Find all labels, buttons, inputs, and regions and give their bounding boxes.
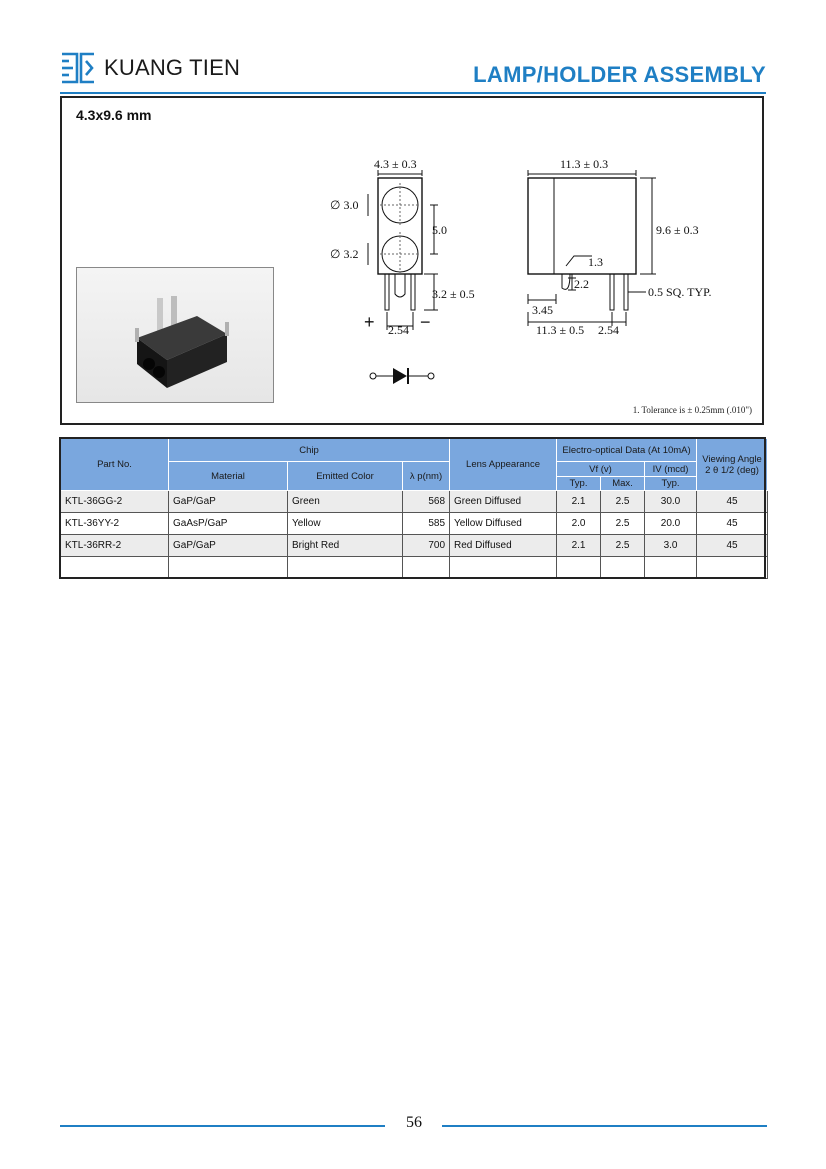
cell-color: Bright Red: [288, 535, 403, 557]
table-row: [61, 535, 768, 557]
footer-rule-right: [442, 1125, 767, 1127]
cell-vf-max: 2.5: [601, 491, 645, 513]
cell-angle: 45: [697, 491, 768, 513]
cell-vf-typ: 2.0: [557, 513, 601, 535]
document-title: LAMP/HOLDER ASSEMBLY: [473, 62, 766, 87]
dim-pitch-label: 2.54: [388, 323, 409, 337]
cell-wavelength: 568: [403, 491, 450, 513]
cell-wavelength: 700: [403, 535, 450, 557]
cell-lens: Yellow Diffused: [450, 513, 557, 535]
cell-vf-max: 2.5: [601, 535, 645, 557]
table-row: [61, 491, 768, 513]
cell-lens: Red Diffused: [450, 535, 557, 557]
cell-part: KTL-36RR-2: [61, 535, 169, 557]
dim-bottom-label: 11.3 ± 0.5: [536, 323, 585, 337]
cell-material: GaP/GaP: [169, 535, 288, 557]
cell-color: Yellow: [288, 513, 403, 535]
dim-d2-label: 2.2: [574, 277, 589, 291]
col-wavelength: λ p(nm): [403, 462, 450, 491]
diode-symbol-icon: [393, 368, 409, 384]
cell-iv-typ: 30.0: [645, 491, 697, 513]
col-material: Material: [169, 462, 288, 491]
brand-name: KUANG TIEN: [104, 55, 241, 80]
cell-part: KTL-36YY-2: [61, 513, 169, 535]
cell-angle: 45: [697, 513, 768, 535]
dim-length-label: 11.3 ± 0.3: [560, 157, 609, 171]
polarity-plus: +: [364, 312, 375, 332]
cell-vf-typ: 2.1: [557, 535, 601, 557]
header-rule: [60, 92, 766, 94]
tolerance-note: 1. Tolerance is ± 0.25mm (.010"): [632, 405, 752, 415]
table-row-empty: [61, 557, 768, 579]
dim-spacing-label: 5.0: [432, 223, 447, 237]
spec-table: [60, 438, 768, 579]
col-vf-typ: Typ.: [557, 477, 601, 491]
cell-vf-max: 2.5: [601, 513, 645, 535]
dim-dia2-label: ∅ 3.2: [330, 247, 359, 261]
dim-height-label: 9.6 ± 0.3: [656, 223, 699, 237]
dim-d3-label: 3.45: [532, 303, 553, 317]
footer-rule-left: [60, 1125, 385, 1127]
page-number: 56: [406, 1114, 422, 1131]
col-lens: Lens Appearance: [450, 439, 557, 491]
brand: [60, 48, 240, 88]
col-viewing-angle: Viewing Angle 2 θ 1/2 (deg): [697, 439, 768, 491]
dim-sq-label: 0.5 SQ. TYP.: [648, 285, 712, 299]
dim-side-pitch-label: 2.54: [598, 323, 619, 337]
dim-d1-label: 1.3: [588, 255, 603, 269]
dim-lead-label: 3.2 ± 0.5: [432, 287, 475, 301]
size-heading: 4.3x9.6 mm: [76, 107, 152, 123]
col-iv-typ: Typ.: [645, 477, 697, 491]
col-chip: Chip: [169, 439, 450, 462]
cell-color: Green: [288, 491, 403, 513]
dim-dia1-label: ∅ 3.0: [330, 198, 359, 212]
dim-width-label: 4.3 ± 0.3: [374, 157, 417, 171]
table-row: [61, 513, 768, 535]
drawing-panel: [60, 96, 764, 425]
col-vf-max: Max.: [601, 477, 645, 491]
technical-drawing: [62, 98, 766, 427]
cell-angle: 45: [697, 535, 768, 557]
cell-wavelength: 585: [403, 513, 450, 535]
cell-iv-typ: 20.0: [645, 513, 697, 535]
cell-vf-typ: 2.1: [557, 491, 601, 513]
col-electro: Electro-optical Data (At 10mA): [557, 439, 697, 462]
cell-lens: Green Diffused: [450, 491, 557, 513]
col-vf: Vf (v): [557, 462, 645, 477]
cell-iv-typ: 3.0: [645, 535, 697, 557]
polarity-minus: −: [420, 312, 431, 332]
kuang-tien-logo-icon: [60, 51, 96, 85]
col-iv: IV (mcd): [645, 462, 697, 477]
cell-part: KTL-36GG-2: [61, 491, 169, 513]
cell-material: GaP/GaP: [169, 491, 288, 513]
cell-material: GaAsP/GaP: [169, 513, 288, 535]
col-emitted-color: Emitted Color: [288, 462, 403, 491]
col-part-no: Part No.: [61, 439, 169, 491]
